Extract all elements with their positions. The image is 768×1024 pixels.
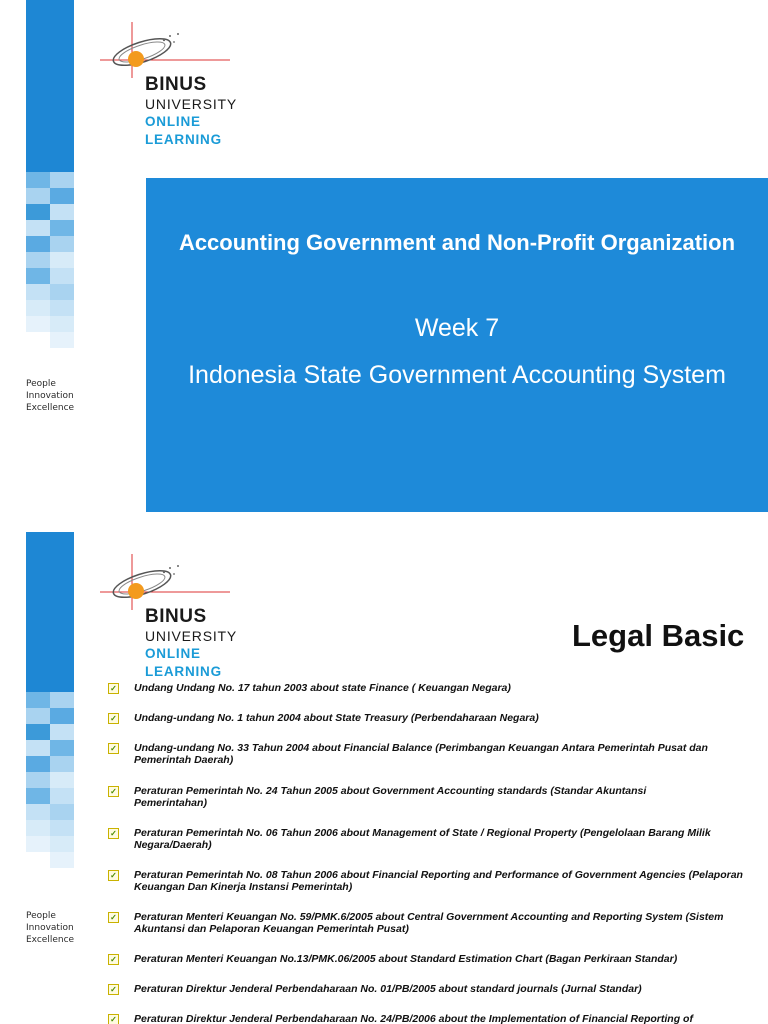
week-label: Week 7 xyxy=(414,314,500,342)
binus-logo xyxy=(98,550,258,680)
list-item: ✓ Undang-undang No. 33 Tahun 2004 about Financial Balance (Perimbangan Keuangan Antara Pemerintah Pusat dan Pemerintah Daerah) xyxy=(108,742,758,766)
logo-binus-text: BINUS xyxy=(145,74,207,95)
checkbox-bullet-icon: ✓ xyxy=(108,1014,119,1024)
checkbox-bullet-icon: ✓ xyxy=(108,912,119,923)
checkbox-bullet-icon: ✓ xyxy=(108,713,119,724)
list-item: ✓ Peraturan Pemerintah No. 08 Tahun 2006 about Financial Reporting and Performance of Government Agencies (Pelaporan Keuangan Dan Kinerja Instansi Pemerintah) xyxy=(108,869,758,893)
logo-online-text: ONLINE xyxy=(145,114,201,129)
legal-basic-title: Legal Basic xyxy=(572,618,745,653)
list-item: ✓ Undang-undang No. 1 tahun 2004 about State Treasury (Perbendaharaan Negara) xyxy=(108,712,758,724)
checkbox-bullet-icon: ✓ xyxy=(108,828,119,839)
checkbox-bullet-icon: ✓ xyxy=(108,870,119,881)
binus-logo xyxy=(98,18,258,148)
checkbox-bullet-icon: ✓ xyxy=(108,743,119,754)
decorative-column xyxy=(26,0,74,360)
list-item: ✓ Undang Undang No. 17 tahun 2003 about state Finance ( Keuangan Negara) xyxy=(108,682,758,694)
brand-tagline: People Innovation Excellence xyxy=(26,379,75,413)
logo-binus-text: BINUS xyxy=(145,606,207,627)
topic-subtitle: Indonesia State Government Accounting System xyxy=(188,361,726,389)
logo-orbit-icon xyxy=(98,18,238,78)
list-item: ✓ Peraturan Menteri Keuangan No.13/PMK.06/2005 about Standard Estimation Chart (Bagan Perkiraan Standar) xyxy=(108,953,768,965)
logo-university-text: UNIVERSITY xyxy=(145,96,238,112)
logo-online-text: ONLINE xyxy=(145,646,201,661)
checkbox-bullet-icon: ✓ xyxy=(108,683,119,694)
brand-tagline: People Innovation Excellence xyxy=(26,911,75,945)
logo-learning-text: LEARNING xyxy=(145,132,222,147)
list-item: ✓ Peraturan Pemerintah No. 06 Tahun 2006 about Management of State / Regional Property (Pengelolaan Barang Milik Negara/Daerah) xyxy=(108,827,758,851)
list-item: ✓ Peraturan Direktur Jenderal Perbendaharaan No. 24/PB/2006 about the Implementation of Financial Reporting of xyxy=(108,1013,768,1024)
slide-legal-basic xyxy=(0,532,768,1024)
decorative-column xyxy=(26,532,74,888)
list-item: ✓ Peraturan Direktur Jenderal Perbendaharaan No. 01/PB/2005 about standard journals (Jurnal Standar) xyxy=(108,983,768,995)
checkbox-bullet-icon: ✓ xyxy=(108,984,119,995)
checkbox-bullet-icon: ✓ xyxy=(108,954,119,965)
course-title: Accounting Government and Non-Profit Organization xyxy=(178,230,736,255)
list-item: ✓ Peraturan Menteri Keuangan No. 59/PMK.6/2005 about Central Government Accounting and Reporting System (Sistem Akuntansi dan Pelaporan Keuangan Pemerintah Pusat) xyxy=(108,911,758,935)
checkbox-bullet-icon: ✓ xyxy=(108,786,119,797)
logo-orbit-icon xyxy=(98,550,238,610)
title-box xyxy=(146,178,768,512)
logo-university-text: UNIVERSITY xyxy=(145,628,238,644)
list-item: ✓ Peraturan Pemerintah No. 24 Tahun 2005 about Government Accounting standards (Standar Akuntansi Pemerintahan) xyxy=(108,785,694,809)
logo-learning-text: LEARNING xyxy=(145,664,222,679)
